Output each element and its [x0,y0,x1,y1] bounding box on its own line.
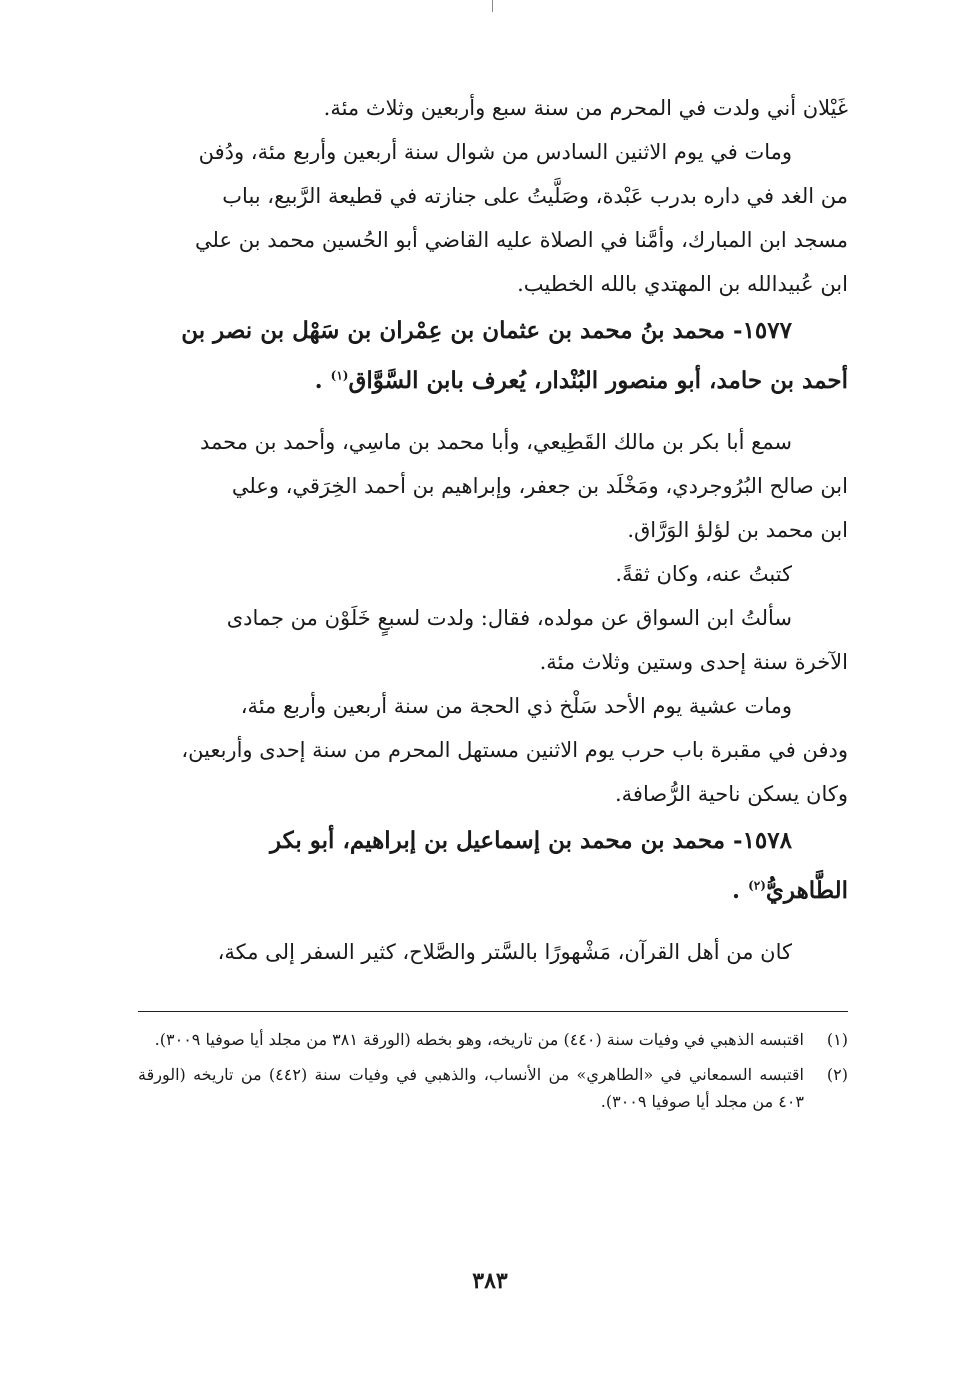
text-line [138,464,848,508]
line-text: من الغد في داره بدرب عَبْدة، وصَلَّيتُ على جنازته في قطيعة الرَّبيع، بباب [222,184,848,208]
text-line [138,86,848,130]
heading-tail: . [732,877,749,904]
heading-text: أحمد بن حامد، أبو منصور البُنْدار، يُعرف بابن السَّوَّاق [348,367,848,394]
footnote-number: (٢) [826,1065,848,1084]
footnote-number: (١) [826,1030,848,1049]
text-line [138,174,848,218]
line-text: وكان يسكن ناحية الرُّصافة. [615,782,848,806]
heading-text: ١٥٧٨- محمد بن محمد بن إسماعيل بن إبراهيم، أبو بكر [269,827,792,854]
footnote-text: اقتبسه الذهبي في وفيات سنة (٤٤٠) من تاريخه، وهو بخطه (الورقة ٣٨١ من مجلد أيا صوفيا ٣٠٠٩). [154,1030,804,1049]
heading-text: ١٥٧٧- محمد بنُ محمد بن عثمان بن عِمْران بن سَهْل بن نصر بن [181,317,792,344]
main-text [138,86,848,974]
spacer [138,406,848,420]
line-text: كتبتُ عنه، وكان ثقةً. [615,562,792,586]
text-line [138,684,848,728]
text-line [138,130,848,174]
top-mark [492,0,493,12]
line-text: كان من أهل القرآن، مَشْهورًا بالسَّتر والصَّلاح، كثير السفر إلى مكة، [217,940,792,964]
entry-heading-line [138,866,848,916]
heading-text: الطَّاهريُّ [765,877,848,904]
text-line [138,262,848,306]
line-text: سألتُ ابن السواق عن مولده، فقال: ولدت لسبعٍ خَلَوْن من جمادى [226,606,792,630]
footnote-reference[interactable]: (٢) [748,878,766,893]
text-line [138,552,848,596]
text-line [138,930,848,974]
footnote [138,1061,848,1115]
text-line [138,640,848,684]
text-line [138,772,848,816]
spacer [138,916,848,930]
text-line [138,508,848,552]
line-text: غَيْلان أني ولدت في المحرم من سنة سبع وأربعين وثلاث مئة. [323,96,848,120]
entry-heading-line [138,306,848,356]
line-text: مسجد ابن المبارك، وأمَّنا في الصلاة عليه القاضي أبو الحُسين محمد بن علي [195,228,848,252]
footnote-text: اقتبسه السمعاني في «الطاهري» من الأنساب، والذهبي في وفيات سنة (٤٤٢) من تاريخه (الورقة ٤٠٣ من مجلد أيا صوفيا ٣٠٠٩). [138,1065,805,1111]
entry-heading-line [138,816,848,866]
footnote-reference[interactable]: (١) [330,368,349,383]
text-line [138,420,848,464]
entry-heading-line [138,356,848,406]
footnotes [138,1026,848,1123]
footnote [138,1026,848,1053]
line-text: ابن عُبيدالله بن المهتدي بالله الخطيب. [517,272,848,296]
line-text: سمع أبا بكر بن مالك القَطِيعي، وأبا محمد بن ماسِي، وأحمد بن محمد [200,430,792,454]
heading-tail: . [314,367,331,394]
line-text: ابن صالح البُرُوجردي، ومَخْلَد بن جعفر، وإبراهيم بن أحمد الخِرَقي، وعلي [231,474,848,498]
text-line [138,218,848,262]
text-line [138,596,848,640]
line-text: الآخرة سنة إحدى وستين وثلاث مئة. [539,650,848,674]
line-text: ومات في يوم الاثنين السادس من شوال سنة أربعين وأربع مئة، ودُفن [198,140,792,164]
line-text: ومات عشية يوم الأحد سَلْخ ذي الحجة من سنة أربعين وأربع مئة، [240,694,792,718]
page-body [138,86,848,1111]
page-number: ٣٨٣ [472,1268,508,1294]
line-text: ابن محمد بن لؤلؤ الوَرَّاق. [627,518,848,542]
footnote-divider [138,1011,848,1012]
text-line [138,728,848,772]
line-text: ودفن في مقبرة باب حرب يوم الاثنين مستهل المحرم من سنة إحدى وأربعين، [181,738,848,762]
